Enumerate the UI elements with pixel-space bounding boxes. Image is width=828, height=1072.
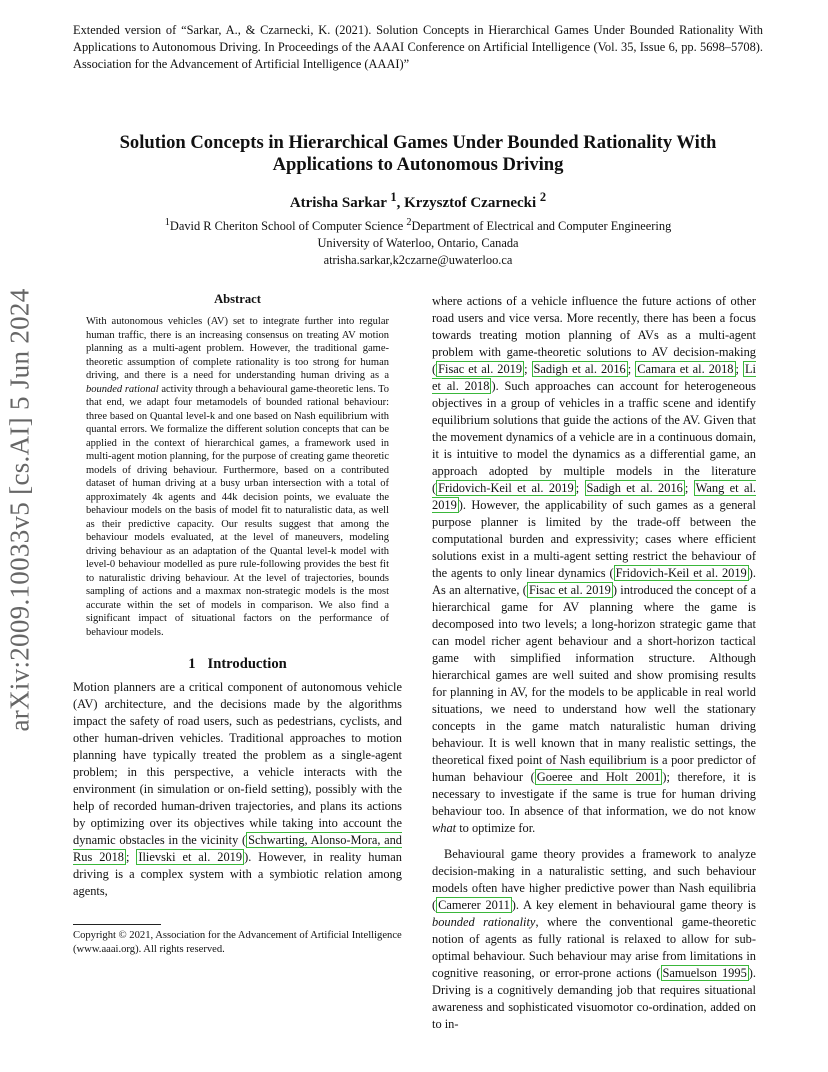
text-run: ). A key element in behavioural game theory is — [511, 898, 756, 912]
citation-link[interactable]: Camara et al. 2018 — [637, 362, 734, 376]
affiliations — [80, 214, 756, 269]
text-run: ; — [684, 481, 694, 495]
abstract-text — [86, 315, 389, 639]
author-name: Atrisha Sarkar — [289, 195, 387, 211]
author-separator: , — [396, 195, 405, 211]
abstract-heading: Abstract — [214, 292, 261, 306]
citation-link[interactable]: Goeree and Holt 2001 — [536, 770, 661, 784]
author-name: Krzysztof Czarnecki — [404, 195, 537, 211]
citation-link[interactable]: Schwarting, Alonso-Mora, and Rus 2018 — [73, 833, 402, 864]
right-column — [432, 293, 756, 1033]
citation-link[interactable]: Sadigh et al. 2016 — [533, 362, 626, 376]
text-run: ). As an alternative, ( — [432, 566, 756, 597]
arxiv-stamp — [4, 288, 36, 732]
text-run: ). Such approaches can account for heterogeneous objectives in a group of vehicles in a traffic scene and identify equilibrium solutions that guide the actions of the AV. Given that the movement dynamics of a vehicle are in a continuous domain, it is intuitive to model the dynamics as a differential game, an approach adopted by multiple models in the literature ( — [432, 379, 756, 495]
citation-link[interactable]: Fridovich-Keil et al. 2019 — [615, 566, 747, 580]
text-run: ). However, in reality human driving is a complex system with a symbiotic relation among agents, — [73, 850, 402, 898]
text-run: ; — [125, 850, 137, 864]
paper-title: Solution Concepts in Hierarchical Games Under Bounded Rationality With Applications to Autonomous Driving — [119, 132, 717, 175]
author-affil-mark: 1 — [390, 190, 397, 204]
emphasis: what — [432, 821, 457, 835]
text-run: activity through a behavioural game-theoretic lens. To that end, we adapt four metamodels of bounded rational behaviour: three based on Quantal level-k and one based on Nash equilibrium with quantal errors. We formalize the different solution concepts that can be applied in the context of hierarchical games, a framework used in multi-agent motion planning, for the purpose of creating game theoretic models of driving behaviour. Furthermore, based on a contributed dataset of human driving at a busy urban intersection with a total of approximately 4k agents and 44k decision points, we evaluate the behaviour models on the basis of model fit to naturalistic data, as well as their predictive capacity. Our results suggest that among the behaviour models evaluated, at the level of maneuvers, modeling driving behaviour as an adaptation of the Quantal level-k model with level-0 behaviour modelled as pure rule-following provides the best fit to naturalistic driving behaviour. At the level of trajectories, bounds sampling of actions and a maxmax non-strategic models is the most accurate within the set of models in comparison. We also find a significant impact of situational factors on the performance of behaviour models. — [86, 383, 389, 638]
citation-link[interactable]: Fridovich-Keil et al. 2019 — [438, 481, 574, 495]
citation-link[interactable]: Ilievski et al. 2019 — [138, 850, 243, 864]
citation-link[interactable]: Fisac et al. 2019 — [438, 362, 523, 376]
section-number: 1 — [188, 656, 196, 672]
affil-mark: 2 — [406, 217, 412, 228]
text-run: ). Driving is a cognitively demanding job that requires situational awareness and sophisticated visuomotor co-ordination, added on to in- — [432, 966, 756, 1031]
citation-link[interactable]: Camerer 2011 — [438, 898, 510, 912]
text-run: ); therefore, it is necessary to investigate if the same is true for human driving behaviour too. In absence of that information, we do not know — [432, 770, 756, 818]
citation-link[interactable]: Sadigh et al. 2016 — [586, 481, 683, 495]
text-run: ; — [575, 481, 585, 495]
copyright-footnote: Copyright © 2021, Association for the Advancement of Artificial Intelligence (www.aaai.org). All rights reserved. — [73, 930, 402, 955]
affil-mark: 1 — [164, 217, 170, 228]
text-run: ). However, the applicability of such games as a general purpose planner is limited by the trade-off between the computational burden and expressivity; cases where efficient solutions exist in a multi-agent setting restrict the behaviour of the agents to only linear dynamics ( — [432, 498, 756, 580]
text-run: where actions of a vehicle influence the future actions of other road users and vice versa. More recently, there has been a focus towards treating motion planning of AVs as a multi-agent problem with game-theoretic solutions to AV decision-making ( — [432, 294, 756, 376]
intro-paragraph — [73, 679, 402, 900]
citation-link[interactable]: Li et al. 2018 — [432, 362, 756, 393]
publication-note: Extended version of “Sarkar, A., & Czarnecki, K. (2021). Solution Concepts in Hierarchical Games Under Bounded Rationality With Applications to Autonomous Driving. In Proceedings of the AAAI Conference on Artificial Intelligence (Vol. 35, Issue 6, pp. 5698–5708). Association for the Advancement of Artificial Intelligence (AAAI)” — [73, 23, 763, 71]
affiliation-departments — [80, 214, 756, 235]
text-run: ) introduced the concept of a hierarchical game for AV planning where the game is decomposed into two levels; a long-horizon strategic game that can model richer agent behaviour and a short-horizon tactical game with simplified information structure. Although hierarchical games are well suited and show promising results for planning in AV, for the models to be applicable in real world situations, we need to understand how well the stationary concepts in the game match naturalistic human driving behaviour. It is well known that in many realistic settings, the theoretical fixed point of Nash equilibrium is a poor predictor of human behaviour ( — [432, 583, 756, 784]
citation-link[interactable]: Samuelson 1995 — [662, 966, 747, 980]
text-run: Motion planners are a critical component of autonomous vehicle (AV) architecture, and the decisions made by the algorithms impact the safety of road users, such as pedestrians, cyclists, and other human-driven vehicles. Traditional approaches to motion planning have typically treated the problem as a single-agent problem; in this perspective, a vehicle interacts with the environment (in simulation or on-field setting), possibly with the help of recorded human-driven trajectories, and plans its actions by optimizing over its objectives while taking into account the dynamic obstacles in the vicinity ( — [73, 680, 402, 847]
affil-dept: David R Cheriton School of Computer Science — [169, 219, 407, 234]
arxiv-id-text: arXiv:2009.10033v5 [cs.AI] 5 Jun 2024 — [4, 288, 35, 732]
text-run: , where the conventional game-theoretic notion of agents as fully rational is relaxed to allow for sub-optimal behaviour. Such behaviour may arise from limitations in cognitive reasoning, or error-prone actions ( — [432, 915, 756, 980]
text-run: ; — [735, 362, 743, 376]
body-paragraph — [432, 846, 756, 1033]
author-emails: atrisha.sarkar,k2czarne@uwaterloo.ca — [323, 253, 513, 268]
citation-link[interactable]: Fisac et al. 2019 — [528, 583, 611, 597]
emphasis: bounded rationality — [432, 915, 536, 929]
text-run: to optimize for. — [456, 821, 536, 835]
text-run: ; — [627, 362, 636, 376]
text-run: ; — [524, 362, 532, 376]
emphasis: bounded rational — [86, 383, 159, 395]
text-run: Behavioural game theory provides a framework to analyze decision-making in a naturalistic setting, and such behaviour models often have higher predictive power than Nash equilibria ( — [432, 847, 756, 912]
citation-link[interactable]: Wang et al. 2019 — [432, 481, 757, 512]
footnote-divider — [73, 924, 161, 925]
text-run: With autonomous vehicles (AV) set to integrate further into regular human traffic, there is an increasing consensus on treating AV motion planning as a multi-agent problem. However, the traditional game-theoretic assumption of complete rationality is too strong for human driving, and there is a need for understanding human driving as a — [86, 316, 389, 381]
affil-dept: Department of Electrical and Computer Engineering — [411, 219, 672, 234]
affiliation-university: University of Waterloo, Ontario, Canada — [317, 236, 519, 251]
section-title: Introduction — [207, 656, 287, 672]
author-affil-mark: 2 — [539, 190, 547, 204]
section-heading-introduction — [73, 656, 402, 673]
body-paragraph — [432, 293, 756, 837]
author-list — [80, 190, 756, 212]
left-column — [73, 292, 402, 900]
